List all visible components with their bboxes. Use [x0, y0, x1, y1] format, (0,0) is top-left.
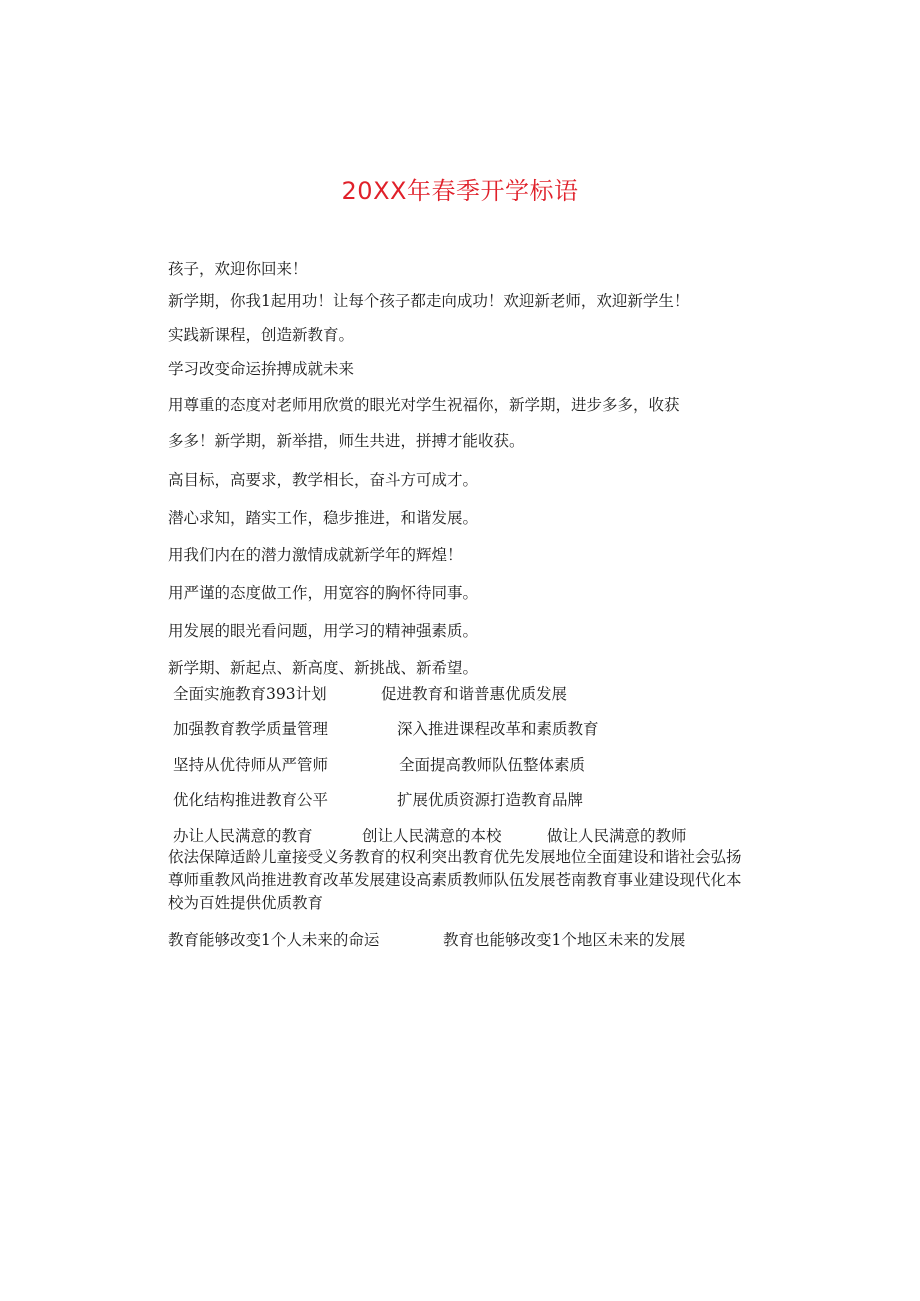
slogan-line: 用严谨的态度做工作，用宽容的胸怀待同事。: [168, 584, 479, 602]
slogan-line: 潜心求知，踏实工作，稳步推进，和谐发展。: [168, 509, 479, 527]
slogan-triple-item: 做让人民满意的教师: [547, 827, 687, 845]
slogan-line: 用尊重的态度对老师用欣赏的眼光对学生祝福你，新学期，进步多多，收获: [168, 396, 680, 414]
slogan-line: 实践新课程，创造新教育。: [168, 326, 355, 344]
slogan-triple-item: 创让人民满意的本校: [362, 827, 502, 845]
slogan-pair-left: 全面实施教育393计划: [173, 685, 327, 703]
slogan-final-right: 教育也能够改变1个地区未来的发展: [443, 931, 686, 949]
slogan-line: 孩子，欢迎你回来！: [168, 260, 308, 278]
slogan-pair-right: 扩展优质资源打造教育品牌: [397, 791, 584, 809]
slogan-line: 学习改变命运拚搏成就未来: [168, 360, 355, 378]
slogan-line: 新学期，你我1起用功！让每个孩子都走向成功！欢迎新老师，欢迎新学生！: [168, 292, 690, 310]
page-title: 20XX年春季开学标语: [341, 177, 579, 205]
slogan-pair-right: 全面提高教师队伍整体素质: [399, 756, 586, 774]
slogan-pair-left: 加强教育教学质量管理: [173, 720, 329, 738]
slogan-line: 高目标，高要求，教学相长，奋斗方可成才。: [168, 471, 479, 489]
slogan-pair-left: 优化结构推进教育公平: [173, 791, 329, 809]
slogan-triple-item: 办让人民满意的教育: [173, 827, 313, 845]
slogan-line: 多多！新学期，新举措，师生共进，拼搏才能收获。: [168, 432, 525, 450]
slogan-paragraph: 依法保障适龄儿童接受义务教育的权利突出教育优先发展地位全面建设和谐社会弘扬尊师重教风尚推进教育改革发展建设高素质教师队伍发展苍南教育事业建设现代化本校为百姓提供优质教育: [168, 848, 742, 912]
slogan-pair-right: 促进教育和谐普惠优质发展: [381, 685, 568, 703]
slogan-line: 新学期、新起点、新高度、新挑战、新希望。: [168, 659, 479, 677]
slogan-pair-right: 深入推进课程改革和素质教育: [397, 720, 599, 738]
slogan-line: 用我们内在的潜力激情成就新学年的辉煌！: [168, 546, 463, 564]
slogan-line: 用发展的眼光看问题，用学习的精神强素质。: [168, 622, 479, 640]
slogan-pair-left: 坚持从优待师从严管师: [173, 756, 329, 774]
slogan-final-left: 教育能够改变1个人未来的命运: [168, 931, 380, 949]
